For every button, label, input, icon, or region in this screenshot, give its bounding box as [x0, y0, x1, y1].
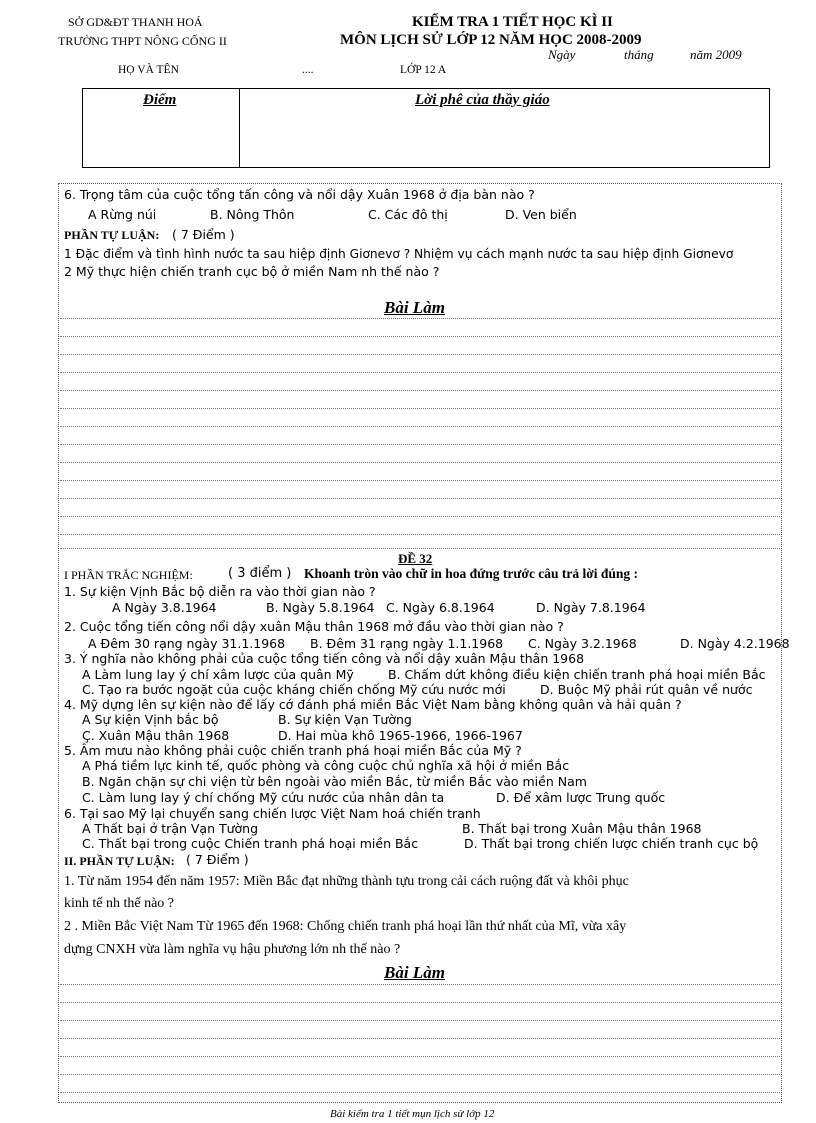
date-thang: tháng: [624, 47, 654, 62]
s2-question-4: 4. Mỹ dựng lên sự kiện nào để lấy cớ đánh phá miền Bắc Việt Nam bằng không quân và hải quân ?: [64, 697, 682, 712]
school-name: TRƯỜNG THPT NÔNG CỐNG II: [58, 34, 227, 48]
s2-question-1: 1. Sự kiện Vịnh Bắc bộ diễn ra vào thời gian nào ?: [64, 584, 376, 599]
s1-q6-option-c[interactable]: C. Các đô thị: [368, 207, 448, 222]
answer-line: [60, 318, 780, 319]
s2-q4-option-b[interactable]: B. Sự kiện Vạn Tường: [278, 712, 412, 727]
date-ngay: Ngày: [548, 47, 576, 62]
s2-essay-points: ( 7 Điểm ): [186, 852, 249, 867]
s2-q2-option-b[interactable]: B. Đêm 31 rạng ngày 1.1.1968: [310, 636, 504, 651]
s2-q6-option-d[interactable]: D. Thất bại trong chiến lược chiến tranh cục bộ: [464, 836, 759, 851]
teacher-comment-label: Lời phê của thầy giáo: [415, 92, 550, 108]
s1-essay-question-2: 2 Mỹ thực hiện chiến tranh cục bộ ở miền Nam nh thế nào ?: [64, 264, 440, 279]
answer-line: [60, 354, 780, 355]
exam-code: ĐỀ 32: [398, 551, 433, 566]
s2-essay-question-1-line1: 1. Từ năm 1954 đến năm 1957: Miền Bắc đạt những thành tựu trong cải cách ruộng đất và khôi phục: [64, 874, 629, 889]
answer-line: [60, 534, 780, 535]
s2-mc-points: ( 3 điểm ): [228, 566, 292, 581]
s2-q2-option-a[interactable]: A Đêm 30 rạng ngày 31.1.1968: [88, 636, 286, 651]
answer-line: [60, 390, 780, 391]
s2-q1-option-b[interactable]: B. Ngày 5.8.1964: [266, 600, 375, 615]
s2-essay-question-2-line2: dựng CNXH vừa làm nghĩa vụ hậu phương lớn nh thế nào ?: [64, 942, 401, 957]
s2-q1-option-d[interactable]: D. Ngày 7.8.1964: [536, 600, 646, 615]
answer-line: [60, 372, 780, 373]
exam-subject-year: MÔN LỊCH SỬ LỚP 12 NĂM HỌC 2008-2009: [340, 32, 642, 48]
s2-q5-option-b[interactable]: B. Ngăn chặn sự chi viện từ bên ngoài vào miền Bắc, từ miền Bắc vào miền Nam: [82, 774, 587, 789]
answer-line: [60, 480, 780, 481]
score-label: Điểm: [143, 92, 177, 108]
s2-q2-option-c[interactable]: C. Ngày 3.2.1968: [528, 636, 637, 651]
s1-q6-option-d[interactable]: D. Ven biển: [505, 207, 577, 222]
answer-line: [60, 1092, 780, 1093]
s1-q6-option-a[interactable]: A Rừng núi: [88, 207, 157, 222]
s2-question-5: 5. Âm mưu nào không phải cuộc chiến tranh phá hoại miền Bắc của Mỹ ?: [64, 743, 522, 758]
s2-q5-option-c[interactable]: C. Làm lung lay ý chí chống Mỹ cứu nước của nhân dân ta: [82, 790, 445, 805]
grade-table: [82, 88, 770, 168]
s1-question-6: 6. Trọng tâm của cuộc tổng tấn công và nổi dậy Xuân 1968 ở địa bàn nào ?: [64, 187, 535, 202]
s2-q4-option-d[interactable]: D. Hai mùa khô 1965-1966, 1966-1967: [278, 728, 523, 743]
s1-essay-title: PHẦN TỰ LUẬN:: [64, 228, 160, 242]
student-name-label: HỌ VÀ TÊN: [118, 64, 179, 76]
s2-q5-option-a[interactable]: A Phá tiềm lực kinh tế, quốc phòng và công cuộc chủ nghĩa xã hội ở miền Bắc: [82, 758, 570, 773]
answer-line: [60, 336, 780, 337]
s1-essay-points: ( 7 Điểm ): [172, 227, 235, 242]
section-separator: [60, 548, 780, 549]
answer-line: [60, 516, 780, 517]
s2-q2-option-d[interactable]: D. Ngày 4.2.1968: [680, 636, 790, 651]
s2-q6-option-c[interactable]: C. Thất bại trong cuộc Chiến tranh phá hoại miền Bắc: [82, 836, 419, 851]
s2-question-2: 2. Cuộc tổng tiến công nổi dậy xuân Mậu thân 1968 mở đầu vào thời gian nào ?: [64, 619, 564, 634]
answer-line: [60, 444, 780, 445]
s2-q6-option-b[interactable]: B. Thất bại trong Xuân Mậu thân 1968: [462, 821, 702, 836]
s2-q3-option-c[interactable]: C. Tạo ra bước ngoặt của cuộc kháng chiến chống Mỹ cứu nước mới: [82, 682, 506, 697]
answer-line: [60, 1020, 780, 1021]
s2-q3-option-d[interactable]: D. Buộc Mỹ phải rút quân về nước: [540, 682, 753, 697]
s2-bai-lam-heading: Bài Làm: [384, 963, 445, 982]
s2-q4-option-a[interactable]: A Sự kiện Vịnh bắc bộ: [82, 712, 219, 727]
answer-line: [60, 1038, 780, 1039]
student-name-dots: ....: [302, 64, 314, 76]
s1-q6-option-b[interactable]: B. Nông Thôn: [210, 207, 295, 222]
s2-q1-option-a[interactable]: A Ngày 3.8.1964: [112, 600, 217, 615]
answer-line: [60, 498, 780, 499]
class-label: LỚP 12 A: [400, 64, 447, 76]
answer-line: [60, 1002, 780, 1003]
s2-essay-question-1-line2: kinh tế nh thế nào ?: [64, 896, 175, 911]
exam-title: KIỂM TRA 1 TIẾT HỌC KÌ II: [412, 14, 613, 30]
date-nam: năm 2009: [690, 47, 742, 62]
answer-line: [60, 1074, 780, 1075]
s1-essay-question-1: 1 Đặc điểm và tình hình nước ta sau hiệp định Giơnevơ ? Nhiệm vụ cách mạnh nước ta sau hiệp định Giơnevơ: [64, 247, 734, 261]
s2-mc-title: I PHẦN TRẮC NGHIỆM:: [64, 568, 193, 582]
s2-q5-option-d[interactable]: D. Để xâm lược Trung quốc: [496, 790, 666, 805]
department-name: SỞ GD&ĐT THANH HOÁ: [68, 15, 203, 29]
answer-line: [60, 426, 780, 427]
s2-q4-option-c[interactable]: Ç. Xuân Mậu thân 1968: [82, 728, 230, 743]
s2-question-6: 6. Tại sao Mỹ lại chuyển sang chiến lược Việt Nam hoá chiến tranh: [64, 806, 481, 821]
s2-mc-instruction: Khoanh tròn vào chữ in hoa đứng trước câu trả lời đúng :: [304, 566, 639, 581]
answer-line: [60, 462, 780, 463]
s2-essay-title: II. PHẦN TỰ LUẬN:: [64, 854, 175, 868]
s2-essay-question-2-line1: 2 . Miền Bắc Việt Nam Từ 1965 đến 1968: Chống chiến tranh phá hoại lần thứ nhất của Mĩ, vừa xây: [64, 919, 627, 934]
answer-line: [60, 1056, 780, 1057]
grade-table-divider: [239, 89, 240, 167]
s2-q6-option-a[interactable]: A Thất bại ở trận Vạn Tường: [82, 821, 259, 836]
s2-q1-option-c[interactable]: C. Ngày 6.8.1964: [386, 600, 495, 615]
s2-q3-option-b[interactable]: B. Chấm dứt không điều kiện chiến tranh phá hoại miền Bắc: [388, 667, 766, 682]
s2-q3-option-a[interactable]: A Làm lung lay ý chí xâm lược của quân Mỹ: [82, 667, 354, 682]
page-footer: Bài kiểm tra 1 tiết mụn lịch sử lớp 12: [330, 1108, 495, 1120]
answer-line: [60, 984, 780, 985]
answer-line: [60, 408, 780, 409]
s2-question-3: 3. Ý nghĩa nào không phải của cuộc tổng tiến công và nổi dậy xuân Mậu thân 1968: [64, 651, 585, 666]
s1-bai-lam-heading: Bài Làm: [384, 298, 445, 317]
